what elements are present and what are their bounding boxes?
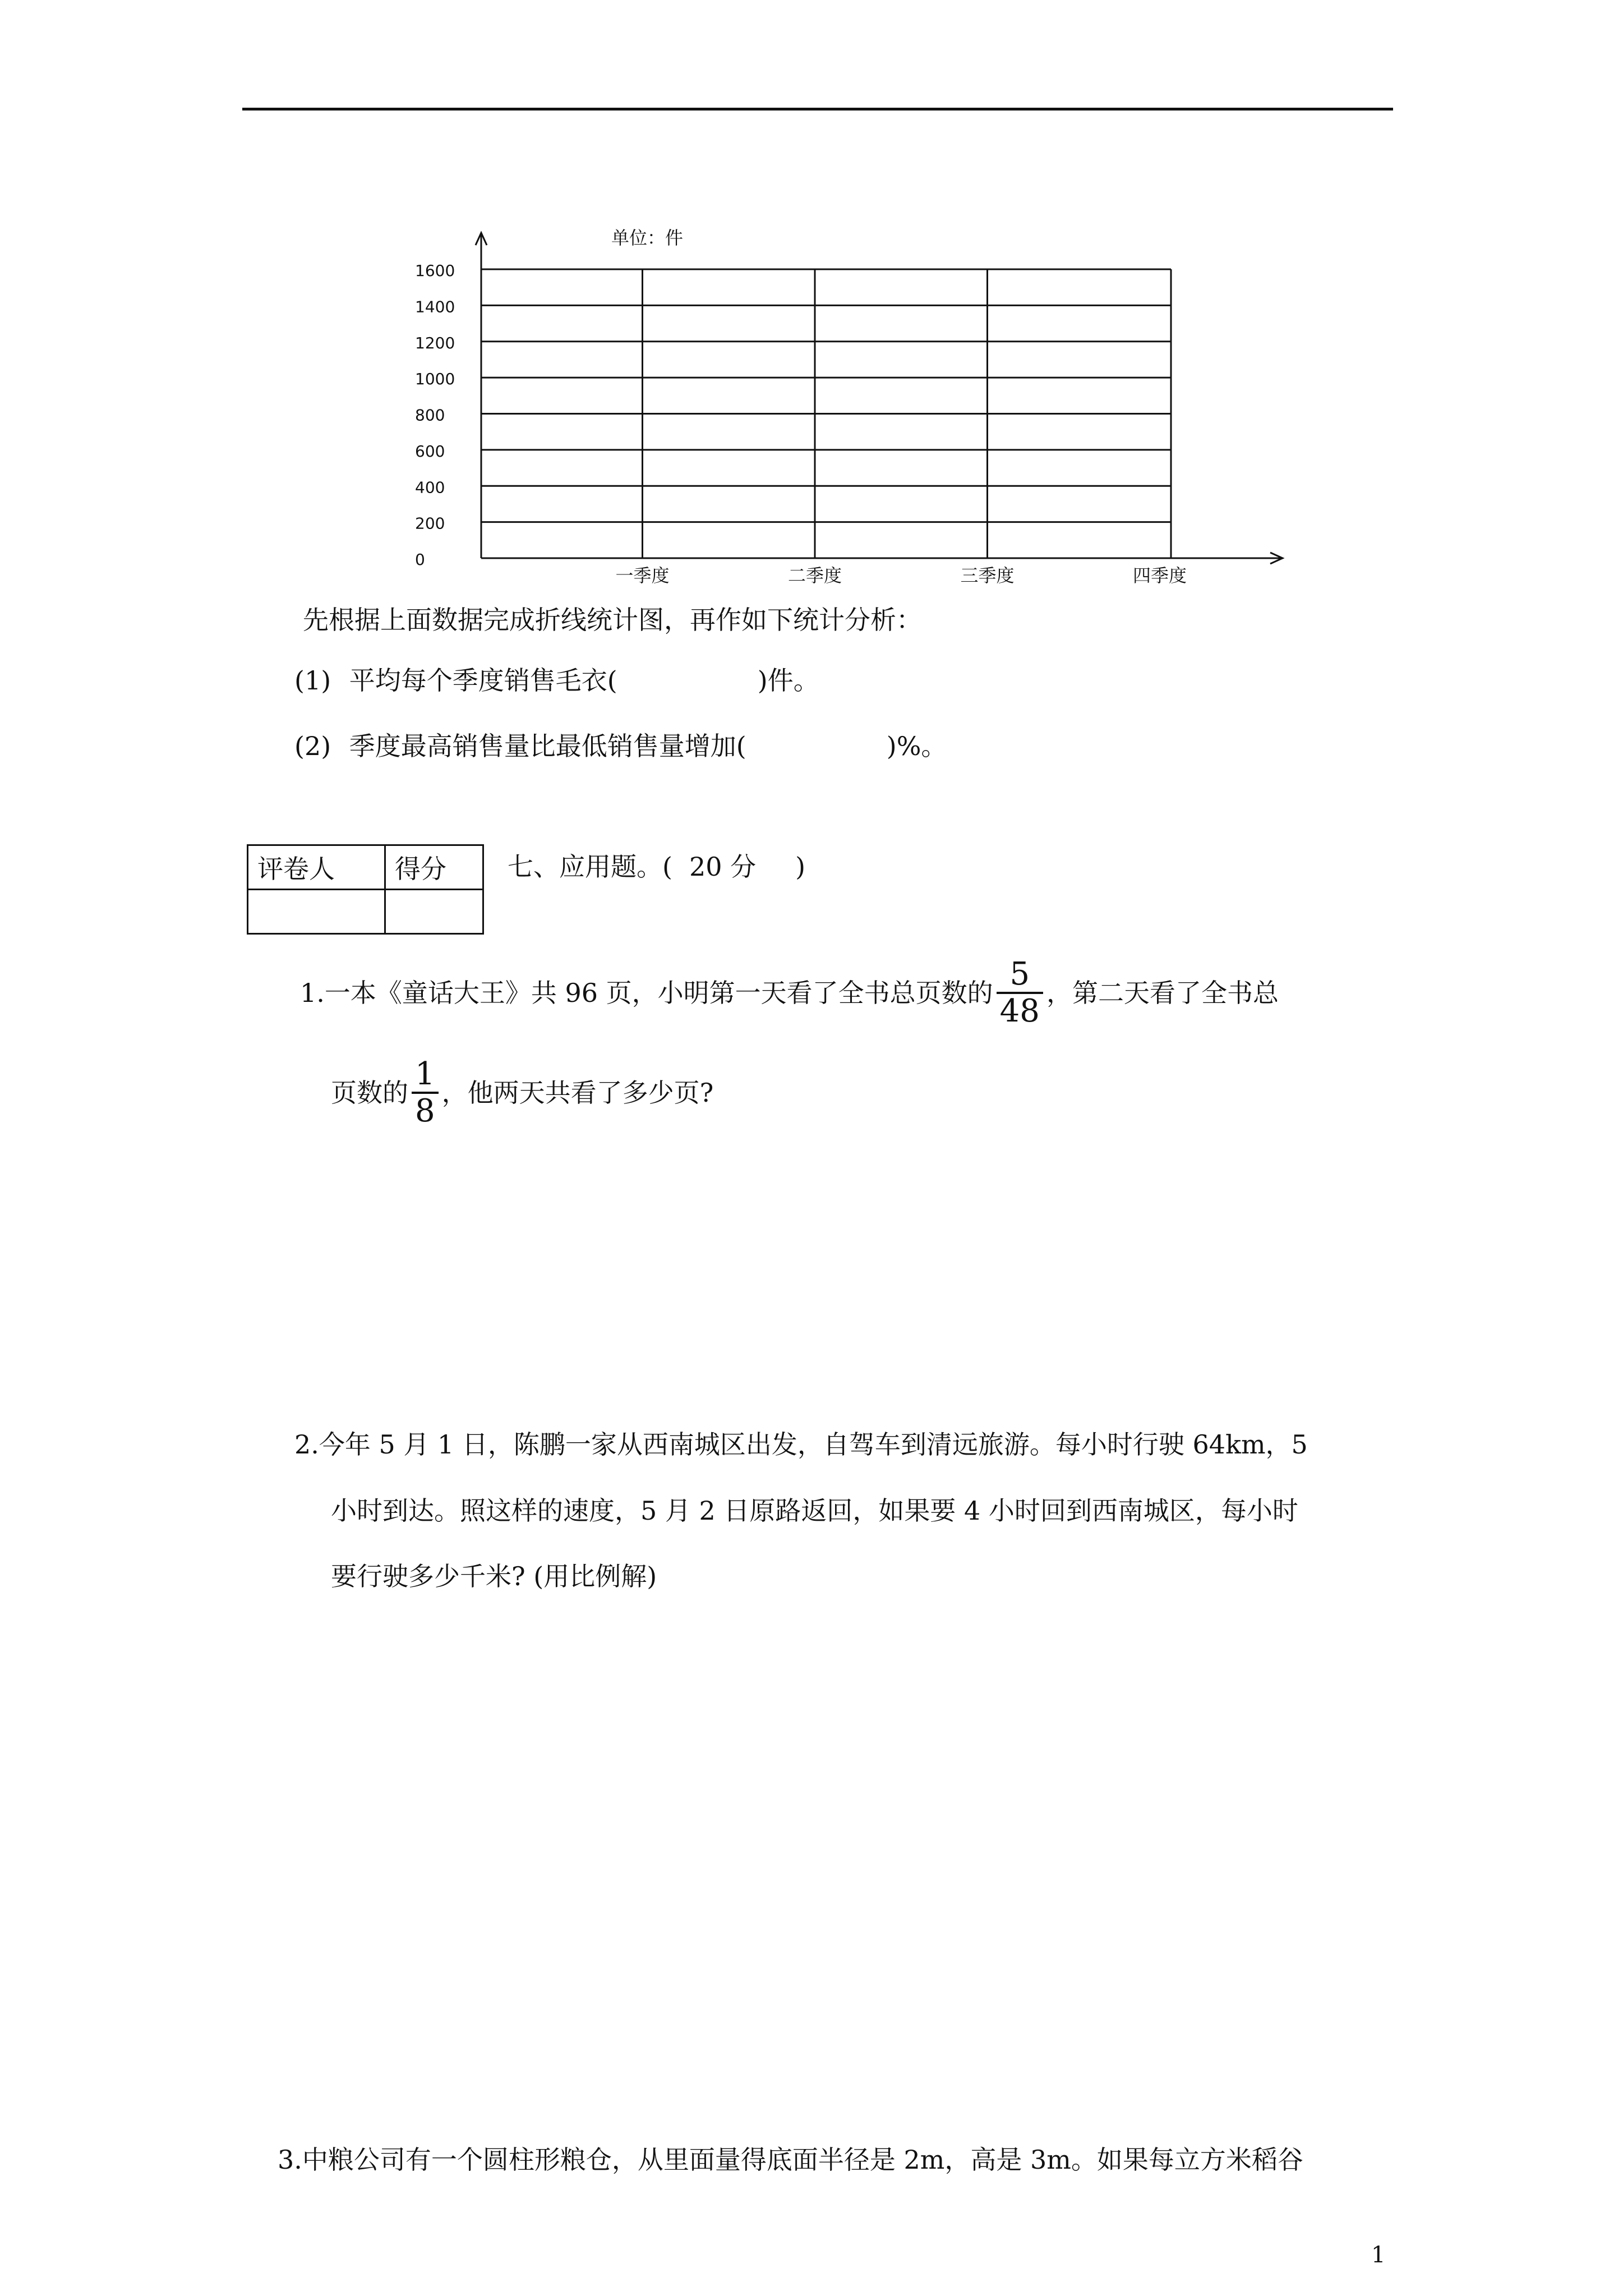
x-tick-labels — [615, 565, 1187, 586]
problem-1-text-c: 页数的 — [331, 1078, 408, 1108]
page-number: 1 — [1371, 2242, 1386, 2268]
sales-line-chart — [393, 222, 1301, 592]
problem-1-text-d: ，他两天共看了多少页? — [441, 1078, 714, 1108]
y-tick-label: 400 — [415, 478, 445, 497]
question-2 — [294, 729, 947, 763]
fraction-numerator: 5 — [1009, 956, 1030, 992]
grader-cell[interactable] — [248, 890, 385, 934]
fraction-denominator: 8 — [412, 1092, 439, 1129]
question-2-text: 季度最高销售量比最低销售量增加( — [349, 731, 746, 761]
score-table — [247, 844, 484, 935]
score-cell[interactable] — [385, 890, 483, 934]
x-tick-label: 一季度 — [615, 565, 670, 586]
x-tick-label: 四季度 — [1132, 565, 1187, 586]
section-points: 20 分 — [689, 852, 757, 882]
score-header: 得分 — [385, 845, 483, 890]
grader-header: 评卷人 — [248, 845, 385, 890]
problem-1-text-b: ，第二天看了全书总 — [1046, 978, 1279, 1008]
question-1 — [294, 664, 819, 697]
y-tick-label: 200 — [415, 514, 445, 533]
y-tick-label: 1600 — [415, 261, 455, 280]
fraction-numerator: 1 — [415, 1056, 435, 1092]
question-1-tail: )件。 — [757, 665, 819, 696]
problem-2-line-1: 2.今年 5 月 1 日，陈鹏一家从西南城区出发，自驾车到清远旅游。每小时行驶 64km，5 — [294, 1429, 1308, 1460]
fraction-denominator: 48 — [997, 992, 1043, 1029]
problem-1-line-2 — [331, 1056, 714, 1131]
chart-instruction: 先根据上面数据完成折线统计图，再作如下统计分析： — [303, 605, 922, 635]
header-rule — [242, 108, 1393, 111]
y-tick-label: 1000 — [415, 370, 455, 389]
y-tick-label: 600 — [415, 441, 445, 461]
question-1-label: (1) — [294, 665, 331, 696]
problem-1-text-a: 1.一本《童话大王》共 96 页，小明第一天看了全书总页数的 — [300, 978, 993, 1008]
fraction-1-8 — [412, 1057, 439, 1129]
y-tick-label: 1400 — [415, 297, 455, 316]
chart-unit-label: 单位：件 — [611, 227, 684, 249]
y-tick-labels — [415, 261, 455, 569]
fraction-5-48 — [997, 957, 1043, 1029]
question-2-tail: )%。 — [886, 731, 947, 761]
section-title-text: 七、应用题。( — [508, 852, 672, 882]
chart-grid — [476, 233, 1283, 564]
problem-1-line-1 — [300, 956, 1279, 1031]
problem-2-line-3: 要行驶多少千米? (用比例解) — [331, 1561, 657, 1591]
section-close: ) — [795, 852, 806, 882]
section-title — [508, 850, 805, 884]
question-2-label: (2) — [294, 731, 331, 761]
problem-2-line-2: 小时到达。照这样的速度，5 月 2 日原路返回，如果要 4 小时回到西南城区，每小时 — [331, 1496, 1298, 1526]
x-tick-label: 三季度 — [960, 565, 1015, 586]
y-tick-label: 0 — [415, 550, 425, 569]
x-tick-label: 二季度 — [787, 565, 842, 586]
question-1-text: 平均每个季度销售毛衣( — [349, 665, 617, 696]
y-tick-label: 800 — [415, 406, 445, 425]
problem-3-line-1: 3.中粮公司有一个圆柱形粮仓，从里面量得底面半径是 2m，高是 3m。如果每立方米稻谷 — [278, 2145, 1303, 2175]
y-tick-label: 1200 — [415, 333, 455, 352]
